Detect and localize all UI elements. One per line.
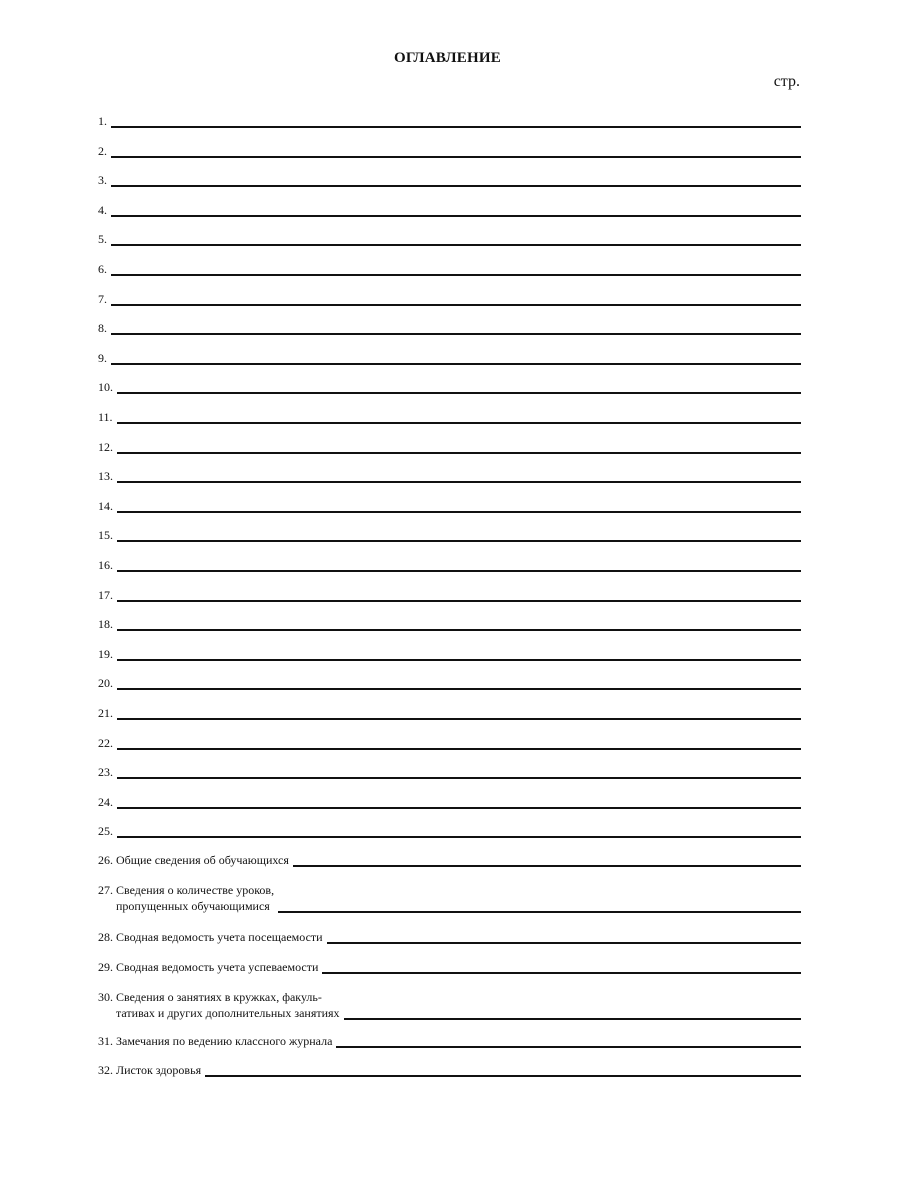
toc-row xyxy=(98,957,801,975)
toc-row-text: 29. Сводная ведомость учета успеваемости xyxy=(98,960,319,974)
toc-row-label xyxy=(98,1062,205,1078)
fill-line xyxy=(117,688,801,690)
toc-row-label xyxy=(98,291,111,307)
toc-row-text: 28. Сводная ведомость учета посещаемости xyxy=(98,930,323,944)
toc-row-label xyxy=(98,350,111,366)
toc-row-label xyxy=(98,498,117,514)
toc-row-label xyxy=(98,646,117,662)
fill-line xyxy=(278,911,801,913)
table-of-contents xyxy=(98,0,801,1200)
toc-row xyxy=(98,407,801,425)
toc-row-text: 9. xyxy=(98,350,107,365)
toc-row xyxy=(98,703,801,721)
fill-line xyxy=(117,452,801,454)
toc-row xyxy=(98,762,801,780)
toc-row-text: 31. Замечания по ведению классного журнала xyxy=(98,1034,333,1048)
toc-row-label xyxy=(98,929,327,945)
toc-row-label xyxy=(98,1033,336,1049)
toc-row-text: 15. xyxy=(98,528,113,543)
toc-row-text: 16. xyxy=(98,558,113,572)
toc-row-text: 14. xyxy=(98,498,113,513)
page-title: ОГЛАВЛЕНИЕ xyxy=(394,50,501,66)
toc-row-label xyxy=(98,231,111,247)
toc-row xyxy=(98,289,801,307)
fill-line xyxy=(111,363,801,365)
toc-row-text: 4. xyxy=(98,202,107,217)
toc-row-label xyxy=(98,557,117,573)
toc-row xyxy=(98,229,801,247)
fill-line xyxy=(117,481,801,483)
fill-line xyxy=(117,807,801,809)
toc-row-text: 2. xyxy=(98,143,107,158)
toc-row-text: пропущенных обучающимися xyxy=(116,899,270,913)
toc-row xyxy=(98,437,801,455)
toc-row xyxy=(98,348,801,366)
fill-line xyxy=(117,836,801,838)
fill-line xyxy=(322,972,801,974)
fill-line xyxy=(117,600,801,602)
toc-row-label xyxy=(98,675,117,691)
toc-row-text: 21. xyxy=(98,706,113,720)
toc-row-label xyxy=(98,587,117,603)
toc-row-text: 10. xyxy=(98,380,113,395)
toc-row-text: 3. xyxy=(98,173,107,188)
toc-row-text: 19. xyxy=(98,646,113,661)
toc-row xyxy=(98,525,801,543)
toc-row xyxy=(98,1060,801,1078)
toc-row xyxy=(98,987,801,1021)
fill-line xyxy=(111,156,801,158)
toc-row-text: 23. xyxy=(98,765,113,780)
toc-row xyxy=(98,259,801,277)
toc-row xyxy=(98,141,801,159)
toc-row-text: 8. xyxy=(98,321,107,336)
toc-row-label xyxy=(98,113,111,129)
toc-row-label xyxy=(98,320,111,336)
fill-line xyxy=(111,185,801,187)
fill-line xyxy=(117,659,801,661)
toc-row-label xyxy=(98,379,117,395)
toc-row-label xyxy=(98,202,111,218)
fill-line xyxy=(117,392,801,394)
toc-row-text: 24. xyxy=(98,794,113,809)
fill-line xyxy=(293,865,801,867)
toc-row xyxy=(98,614,801,632)
toc-row-label xyxy=(98,439,117,455)
toc-row-text: 6. xyxy=(98,262,107,276)
toc-row-label xyxy=(98,852,293,868)
toc-row xyxy=(98,927,801,945)
fill-line xyxy=(111,215,801,217)
toc-row-label xyxy=(98,527,117,543)
toc-row-label xyxy=(98,823,117,839)
toc-row-label xyxy=(98,468,117,484)
toc-row xyxy=(98,585,801,603)
toc-row xyxy=(98,821,801,839)
toc-row-label xyxy=(98,616,117,632)
toc-row-label xyxy=(98,882,278,914)
toc-row xyxy=(98,377,801,395)
toc-row-text: 25. xyxy=(98,824,113,839)
fill-line xyxy=(111,304,801,306)
toc-row-text: 1. xyxy=(98,114,107,128)
toc-row xyxy=(98,555,801,573)
toc-row xyxy=(98,880,801,914)
fill-line xyxy=(111,274,801,276)
toc-row-text: 11. xyxy=(98,410,113,424)
toc-row-text: 7. xyxy=(98,291,107,306)
toc-row xyxy=(98,496,801,514)
toc-row-label xyxy=(98,764,117,780)
toc-row xyxy=(98,1031,801,1049)
fill-line xyxy=(205,1075,801,1077)
fill-line xyxy=(117,777,801,779)
toc-row-label xyxy=(98,959,322,975)
fill-line xyxy=(117,718,801,720)
toc-row xyxy=(98,200,801,218)
toc-row xyxy=(98,318,801,336)
fill-line xyxy=(117,748,801,750)
toc-row-label xyxy=(98,989,344,1021)
toc-row-text: 30. Сведения о занятиях в кружках, факуль- xyxy=(98,990,322,1004)
toc-row-text: 22. xyxy=(98,735,113,750)
toc-row-text: 32. Листок здоровья xyxy=(98,1063,202,1077)
fill-line xyxy=(117,422,801,424)
toc-row-text: 27. Сведения о количестве уроков, xyxy=(98,883,275,897)
toc-row-text: 12. xyxy=(98,439,113,454)
toc-row xyxy=(98,792,801,810)
fill-line xyxy=(336,1046,801,1048)
toc-row xyxy=(98,111,801,129)
fill-line xyxy=(111,126,801,128)
fill-line xyxy=(344,1018,801,1020)
toc-row-label xyxy=(98,735,117,751)
fill-line xyxy=(117,570,801,572)
toc-row-label xyxy=(98,172,111,188)
toc-row-label xyxy=(98,143,111,159)
toc-row xyxy=(98,466,801,484)
toc-row-text: 17. xyxy=(98,587,113,602)
toc-row-text: 13. xyxy=(98,469,113,484)
toc-row-text: тативах и других дополнительных занятиях xyxy=(116,1006,340,1020)
toc-row xyxy=(98,644,801,662)
fill-line xyxy=(117,629,801,631)
fill-line xyxy=(117,540,801,542)
toc-row-label xyxy=(98,409,117,425)
toc-row-text: 20. xyxy=(98,676,113,691)
toc-row-text: 5. xyxy=(98,232,107,247)
fill-line xyxy=(111,244,801,246)
fill-line xyxy=(117,511,801,513)
toc-row xyxy=(98,850,801,868)
toc-row-label xyxy=(98,261,111,277)
page-column-label: стр. xyxy=(773,73,800,90)
fill-line xyxy=(111,333,801,335)
toc-row-label xyxy=(98,794,117,810)
toc-row-text: 26. Общие сведения об обучающихся xyxy=(98,853,289,867)
toc-row xyxy=(98,673,801,691)
toc-row-text: 18. xyxy=(98,617,113,632)
toc-row xyxy=(98,733,801,751)
fill-line xyxy=(327,942,801,944)
toc-row xyxy=(98,170,801,188)
toc-row-label xyxy=(98,705,117,721)
